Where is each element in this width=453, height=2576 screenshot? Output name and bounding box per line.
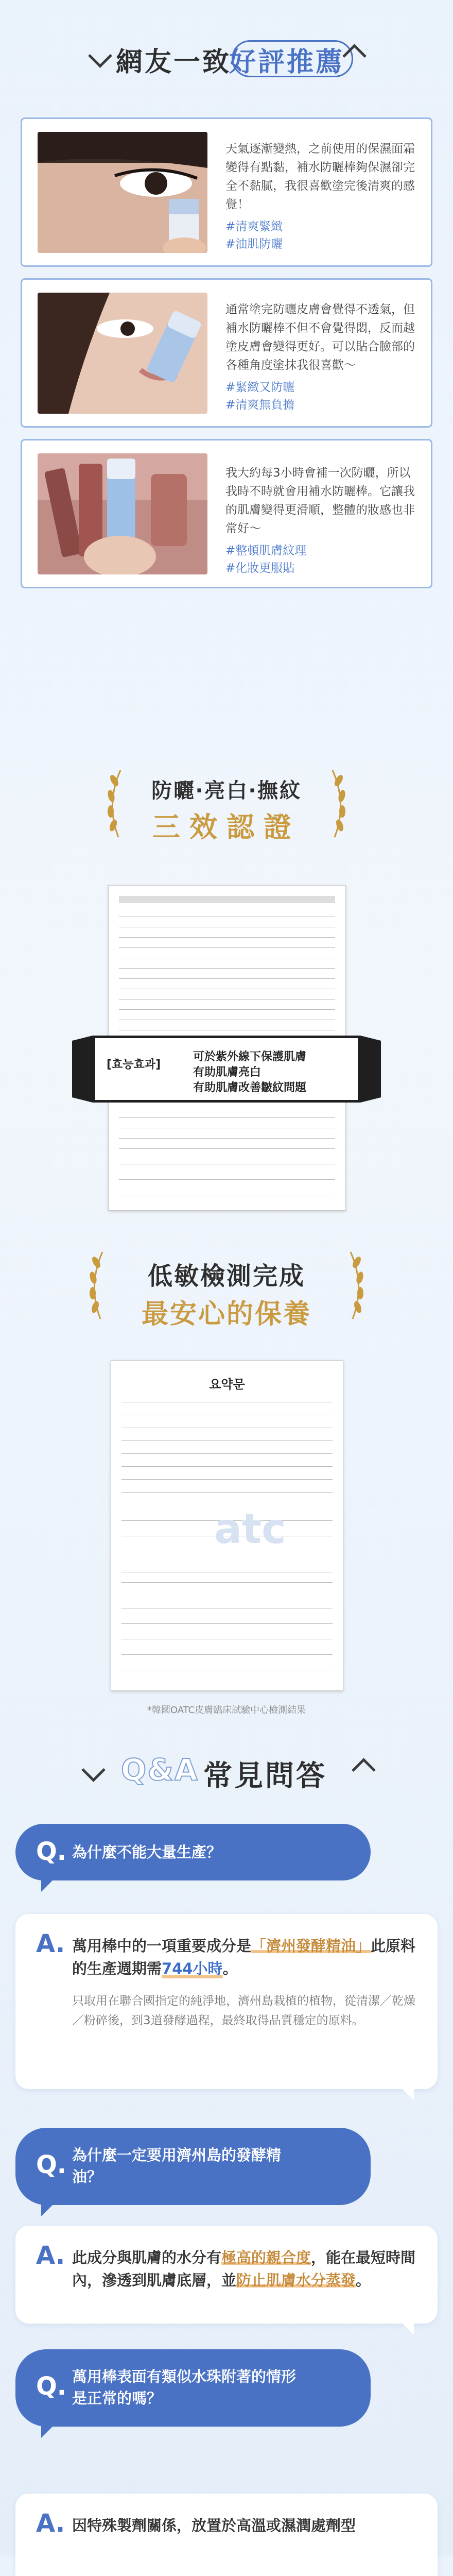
review-card	[21, 439, 432, 588]
faq-title-prefix: Q&A	[121, 1752, 199, 1787]
review-text: 天氣逐漸變熱，之前使用的保濕面霜變得有點黏，補水防曬棒夠保濕卻完全不黏膩，我很喜歡塗完後清爽的感覺！	[225, 142, 415, 211]
bubble-tail	[41, 2426, 54, 2438]
reviews-title-prefix: 網友一致	[116, 47, 232, 78]
a-mark: A.	[36, 1929, 65, 1958]
faq-title	[0, 1749, 453, 1793]
bubble-tail	[402, 2323, 414, 2335]
lowallergy-line1: 低敏檢測完成	[147, 1262, 305, 1291]
bubble-tail	[41, 1879, 54, 1892]
reviews-title-highlight: 好評推薦	[229, 47, 345, 78]
review-tag: #油肌防曬	[225, 238, 283, 251]
review-text: 通常塗完防曬皮膚會覺得不透氣，但補水防曬棒不但不會覺得悶，反而越塗皮膚會變得更好。可以貼合臉部的各種角度塗抹我很喜歡～	[225, 303, 415, 372]
question-text: 為什麼一定要用濟州島的發酵精油？	[72, 2146, 282, 2185]
certify-line1: 防曬‧亮白‧撫紋	[151, 779, 302, 803]
badge-item: 可於紫外線下保護肌膚	[193, 1050, 307, 1063]
badge-label: [효능효과]	[107, 1058, 161, 1071]
faq-answer	[15, 1914, 438, 2089]
review-tag: #清爽緊緻	[225, 220, 283, 233]
q-mark: Q.	[36, 2372, 67, 2401]
lowallergy-line2: 最安心的保養	[141, 1299, 311, 1330]
badge-item: 有助肌膚改善皺紋問題	[193, 1081, 307, 1094]
review-photo	[38, 293, 207, 414]
q-mark: Q.	[36, 2150, 67, 2179]
allergy-test-document	[111, 1360, 343, 1691]
certify-line2: 三效認證	[152, 811, 301, 843]
faq-question	[15, 2128, 371, 2205]
faq-answer	[15, 2494, 438, 2576]
a-mark: A.	[36, 2241, 65, 2270]
review-tag: #化妝更服貼	[225, 562, 295, 575]
bubble-tail	[402, 2088, 414, 2100]
faq-answer	[15, 2226, 438, 2324]
bubble-tail	[41, 2204, 54, 2216]
doc-title: 요약문	[209, 1377, 245, 1392]
chevron-left-icon	[88, 44, 112, 68]
review-card	[21, 117, 432, 267]
review-card	[21, 278, 432, 428]
answer-subtext: 只取用在聯合國指定的純淨地，濟州島栽植的植物，從清潔／乾燥／粉碎後，到3道發酵過程，最終取得品質穩定的原料。	[72, 1994, 415, 2027]
faq-question	[15, 1824, 371, 1880]
review-tag: #緊緻又防曬	[225, 381, 295, 394]
doc-watermark: atc	[214, 1505, 286, 1553]
review-photo	[38, 453, 207, 574]
chevron-left-icon	[81, 1758, 106, 1782]
review-tag: #清爽無負擔	[225, 398, 295, 412]
question-text: 萬用棒表面有類似水珠附著的情形是正常的嗎？	[72, 2368, 297, 2407]
chevron-right-icon	[352, 1758, 376, 1782]
question-text: 為什麼不能大量生產？	[72, 1843, 222, 1861]
faq-title-main: 常見問答	[203, 1759, 327, 1793]
answer-text: 因特殊製劑關係，放置於高溫或濕潤處劑型	[72, 2517, 356, 2534]
answer-text: 萬用棒中的一項重要成分是「濟州發酵精油」此原料的生產週期需744小時。	[72, 1937, 416, 1977]
badge-item: 有助肌膚亮白	[193, 1066, 262, 1079]
doc-header-bar	[119, 896, 335, 903]
review-tag: #整頓肌膚紋理	[225, 544, 307, 557]
answer-text: 此成分與肌膚的水分有極高的親合度，能在最短時間內，滲透到肌膚底層，並防止肌膚水分蒸發。	[72, 2249, 416, 2289]
faq-question	[15, 2349, 371, 2427]
lowallergy-caption: *韓國OATC皮膚臨床試驗中心檢測結果	[147, 1705, 306, 1716]
q-mark: Q.	[36, 1837, 67, 1866]
efficacy-badge	[93, 1036, 360, 1103]
a-mark: A.	[36, 2509, 65, 2538]
reviews-title	[0, 40, 453, 76]
review-text: 我大約每3小時會補一次防曬，所以我時不時就會用補水防曬棒。它讓我的肌膚變得更滑順，整體的妝感也非常好～	[225, 466, 415, 535]
review-photo	[38, 132, 207, 253]
